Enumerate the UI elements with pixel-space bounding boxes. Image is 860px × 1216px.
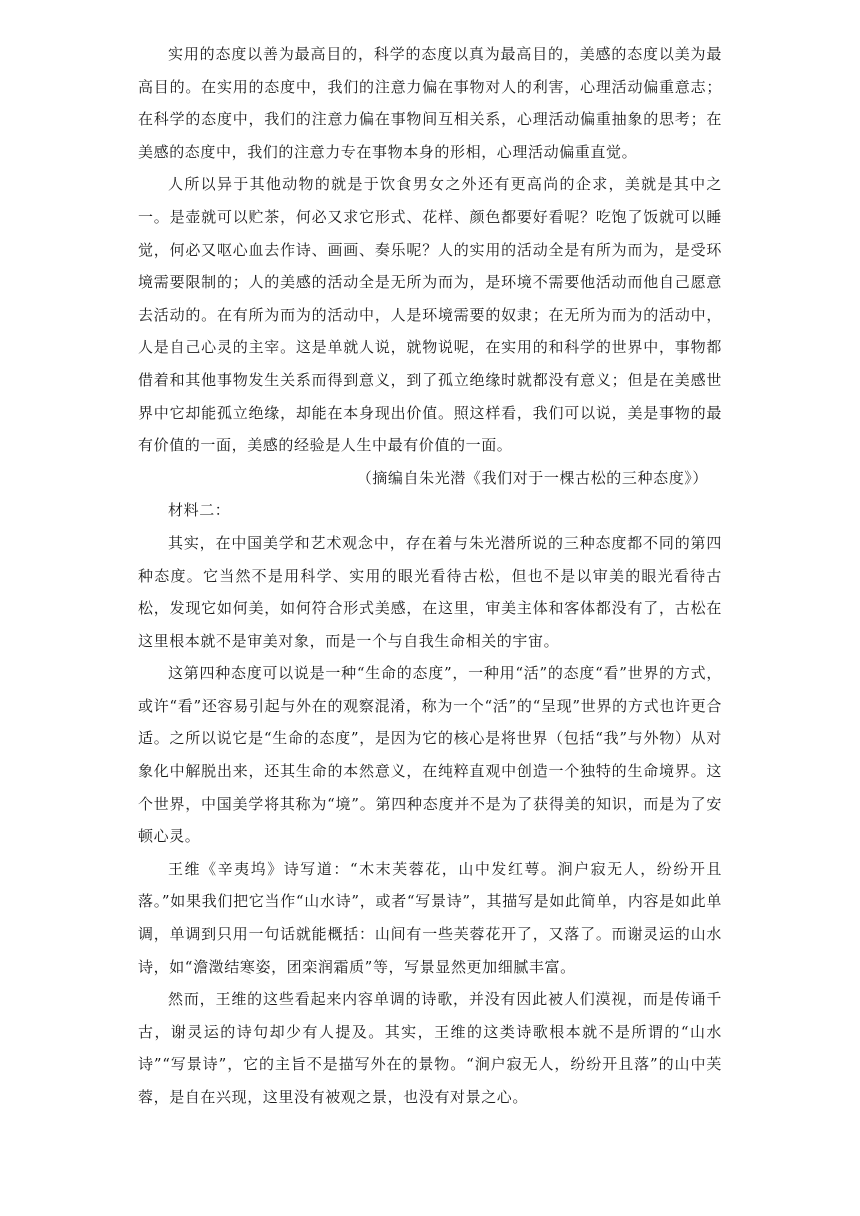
material-2-paragraph-2: 这第四种态度可以说是一种“生命的态度”，一种用“活”的态度“看”世界的方式，或许“看”还容易引起与外在的观察混淆，称为一个“活”的“呈现”世界的方式也许更合适。之所以说它是“生命的态度”，是因为它的核心是将世界（包括“我”与外物）从对象化中解脱出来，还其生命的本然意义，在纯粹直观中创造一个独特的生命境界。这个世界，中国美学将其称为“境”。第四种态度并不是为了获得美的知识，而是为了安顿心灵。	[138, 664, 722, 846]
material-2-label: 材料二：	[168, 501, 231, 520]
material-2-paragraph-4: 然而，王维的这些看起来内容单调的诗歌，并没有因此被人们漠视，而是传诵千古，谢灵运的诗句却少有人提及。其实，王维的这类诗歌根本就不是所谓的“山水诗”“写景诗”，它的主旨不是描写外在的景物。“涧户寂无人，纷纷开且落”的山中芙蓉，是自在兴现，这里没有被观之景，也没有对景之心。	[138, 990, 722, 1106]
document-page	[138, 38, 722, 1114]
material-2-paragraph-3: 王维《辛夷坞》诗写道：“木末芙蓉花，山中发红萼。涧户寂无人，纷纷开且落。”如果我们把它当作“山水诗”，或者“写景诗”，其描写是如此简单，内容是如此单调，单调到只用一句话就能概括：山间有一些芙蓉花开了，又落了。而谢灵运的山水诗，如“澹澂结寒姿，团栾润霜质”等，写景显然更加细腻丰富。	[138, 859, 722, 976]
material-2-paragraph-1: 其实，在中国美学和艺术观念中，存在着与朱光潜所说的三种态度都不同的第四种态度。它当然不是用科学、实用的眼光看待古松，但也不是以审美的眼光看待古松，发现它如何美，如何符合形式美感，在这里，审美主体和客体都没有了，古松在这里根本就不是审美对象，而是一个与自我生命相关的宇宙。	[138, 533, 722, 650]
paragraph-2: 人所以异于其他动物的就是于饮食男女之外还有更高尚的企求，美就是其中之一。是壶就可以贮茶，何必又求它形式、花样、颜色都要好看呢？吃饱了饭就可以睡觉，何必又呕心血去作诗、画画、奏乐呢？人的实用的活动全是有所为而为，是受环境需要限制的；人的美感的活动全是无所为而为，是环境不需要他活动而他自己愿意去活动的。在有所为而为的活动中，人是环境需要的奴隶；在无所为而为的活动中，人是自己心灵的主宰。这是单就人说，就物说呢，在实用的和科学的世界中，事物都借着和其他事物发生关系而得到意义，到了孤立绝缘时就都没有意义；但是在美感世界中它却能孤立绝缘，却能在本身现出价值。照这样看，我们可以说，美是事物的最有价值的一面，美感的经验是人生中最有价值的一面。	[138, 175, 722, 455]
paragraph-1: 实用的态度以善为最高目的，科学的态度以真为最高目的，美感的态度以美为最高目的。在实用的态度中，我们的注意力偏在事物对人的利害，心理活动偏重意志；在科学的态度中，我们的注意力偏在事物间互相关系，心理活动偏重抽象的思考；在美感的态度中，我们的注意力专在事物本身的形相，心理活动偏重直觉。	[138, 45, 722, 161]
source-citation: （摘编自朱光潜《我们对于一棵古松的三种态度》）	[356, 468, 708, 487]
